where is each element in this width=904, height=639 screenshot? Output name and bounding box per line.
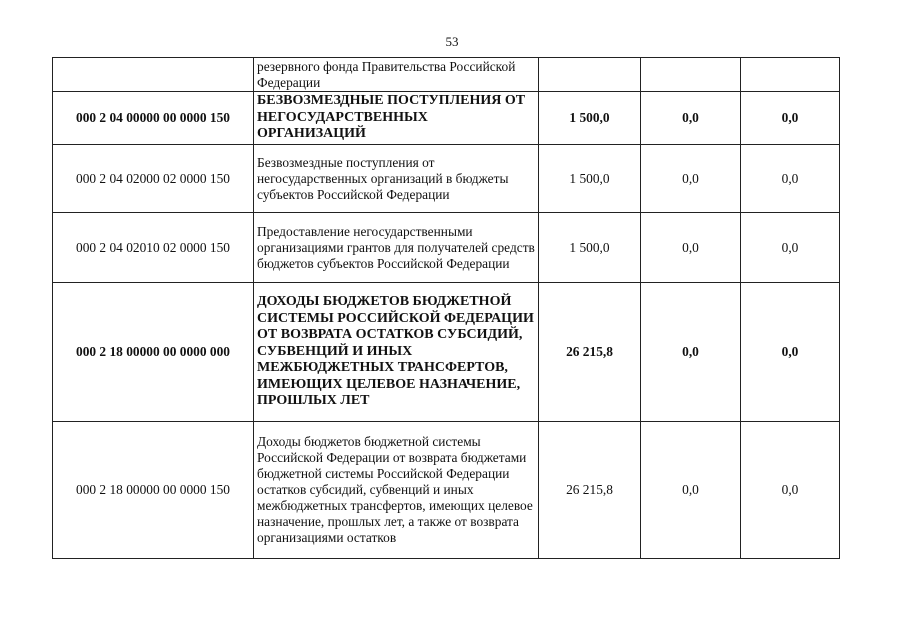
revenue-code-cell: 000 2 18 00000 00 0000 000 [53,283,254,422]
revenue-code-cell [53,58,254,92]
value-cell-1: 26 215,8 [539,283,641,422]
table-row [53,145,840,213]
table-row [53,92,840,145]
value-cell-1: 1 500,0 [539,145,641,213]
revenue-code-cell: 000 2 04 02000 02 0000 150 [53,145,254,213]
value-cell-3: 0,0 [741,213,840,283]
revenue-code-cell: 000 2 04 02010 02 0000 150 [53,213,254,283]
page-number: 53 [445,34,459,49]
revenue-name-cell: Предоставление негосударственными организациями грантов для получателей средств бюджетов субъектов Российской Федерации [254,213,539,283]
value-cell-2 [641,58,741,92]
value-cell-1: 1 500,0 [539,92,641,145]
value-cell-2: 0,0 [641,213,741,283]
budget-table [52,57,840,559]
revenue-name-cell: Доходы бюджетов бюджетной системы Российской Федерации от возврата бюджетами бюджетной системы Российской Федерации остатков субсидий, субвенций и иных межбюджетных трансфертов, имеющих целевое назначение, прошлых лет, а также от возврата организациями остатков [254,422,539,559]
value-cell-3: 0,0 [741,422,840,559]
table-row [53,283,840,422]
value-cell-3 [741,58,840,92]
value-cell-2: 0,0 [641,145,741,213]
revenue-code-cell: 000 2 04 00000 00 0000 150 [53,92,254,145]
value-cell-3: 0,0 [741,92,840,145]
revenue-name-cell: Безвозмездные поступления от негосударственных организаций в бюджеты субъектов Российской Федерации [254,145,539,213]
value-cell-1: 1 500,0 [539,213,641,283]
revenue-name-cell: резервного фонда Правительства Российской Федерации [254,58,539,92]
table-row [53,58,840,92]
table-row [53,213,840,283]
revenue-name-cell: БЕЗВОЗМЕЗДНЫЕ ПОСТУПЛЕНИЯ ОТ НЕГОСУДАРСТВЕННЫХ ОРГАНИЗАЦИЙ [254,92,539,145]
value-cell-1: 26 215,8 [539,422,641,559]
table-row [53,422,840,559]
value-cell-3: 0,0 [741,283,840,422]
revenue-code-cell: 000 2 18 00000 00 0000 150 [53,422,254,559]
value-cell-2: 0,0 [641,92,741,145]
revenue-name-cell: ДОХОДЫ БЮДЖЕТОВ БЮДЖЕТНОЙ СИСТЕМЫ РОССИЙСКОЙ ФЕДЕРАЦИИ ОТ ВОЗВРАТА ОСТАТКОВ СУБСИДИЙ, СУБВЕНЦИЙ И ИНЫХ МЕЖБЮДЖЕТНЫХ ТРАНСФЕРТОВ, ИМЕЮЩИХ ЦЕЛЕВОЕ НАЗНАЧЕНИЕ, ПРОШЛЫХ ЛЕТ [254,283,539,422]
value-cell-2: 0,0 [641,283,741,422]
value-cell-3: 0,0 [741,145,840,213]
value-cell-2: 0,0 [641,422,741,559]
value-cell-1 [539,58,641,92]
